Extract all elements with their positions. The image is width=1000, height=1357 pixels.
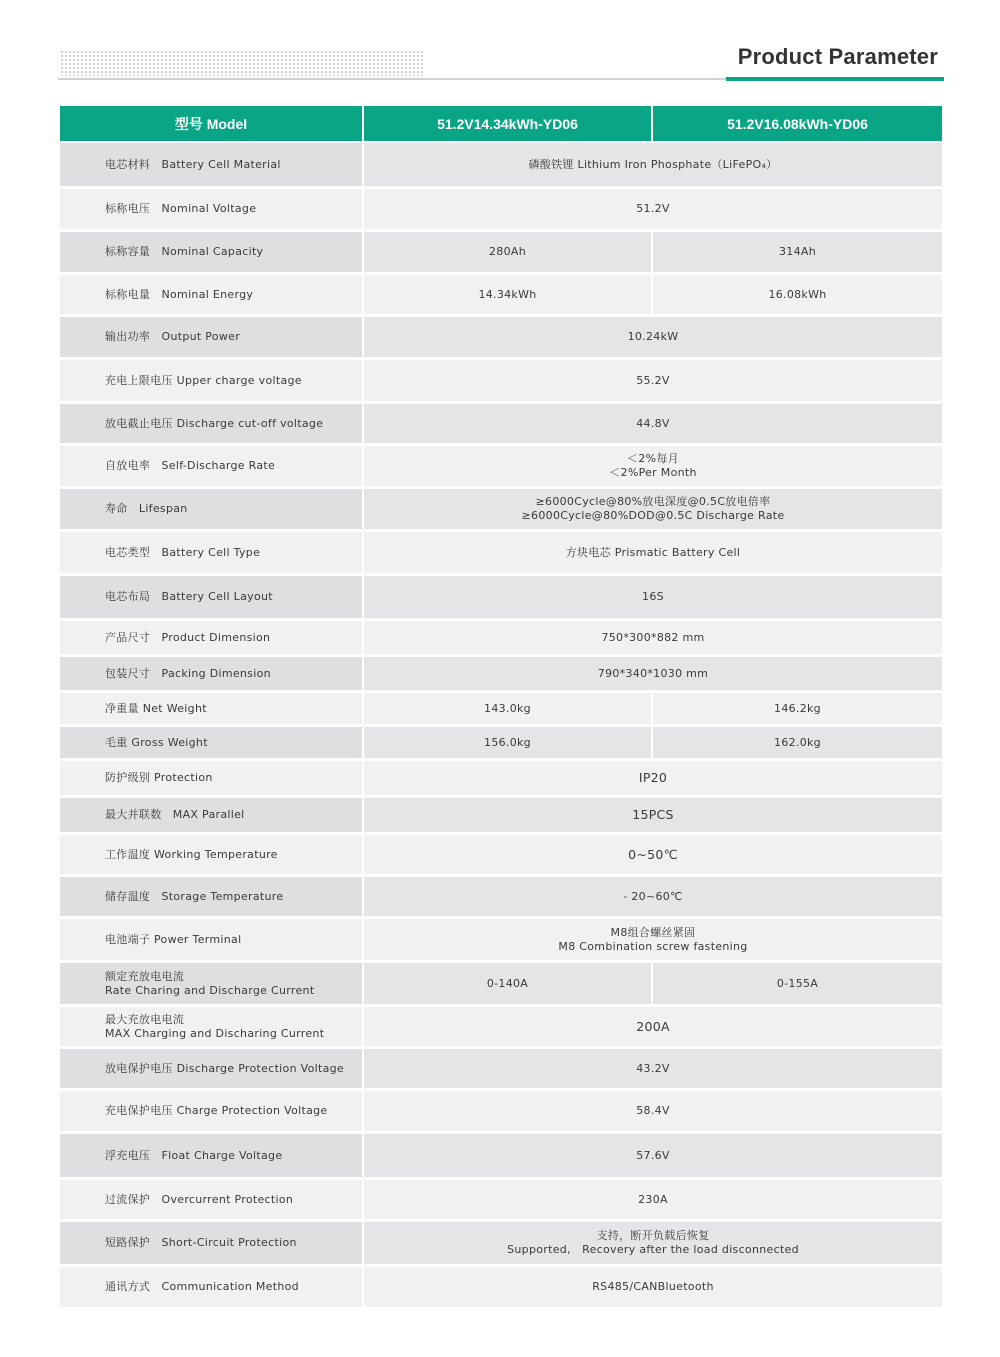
parameter-value-shared [362,798,942,835]
dotted-pattern-decoration [60,50,425,76]
value-text: 750*300*882 mm [601,630,705,644]
parameter-value-shared [362,576,942,621]
value-text-en: ≥6000Cycle@80%DOD@0.5C Discharge Rate [521,509,785,522]
parameter-label [60,1180,362,1222]
parameter-label-text: 防护级别 Protection [105,771,213,785]
parameter-value-variant-1: 0-140A [362,963,651,1007]
table-row [60,446,942,489]
parameter-label-text: 标称容量 Nominal Capacity [105,245,264,259]
table-row [60,727,942,761]
value-text: ≥6000Cycle@80%放电深度@0.5C放电倍率 [535,495,771,509]
table-row [60,693,942,727]
page-title: Product Parameter [737,44,938,69]
parameter-value-shared [362,446,942,489]
parameter-label-text: 电芯类型 Battery Cell Type [105,545,261,559]
table-row [60,1049,942,1091]
parameter-label [60,1049,362,1091]
parameter-label [60,1091,362,1134]
table-header-row [60,106,942,143]
table-row [60,532,942,576]
table-row [60,877,942,919]
parameter-label-text: 净重量 Net Weight [105,701,207,715]
value-text: 15PCS [632,807,674,823]
parameter-label-text: 通讯方式 Communication Method [105,1280,299,1294]
value-text-en: M8 Combination screw fastening [558,939,748,953]
parameter-label-text: 放电保护电压 Discharge Protection Voltage [105,1061,344,1075]
value-text: 55.2V [636,373,670,387]
parameter-value-shared [362,1134,942,1180]
parameter-label-text: 电芯布局 Battery Cell Layout [105,590,273,604]
parameter-label [60,576,362,621]
parameter-label-text: 最大并联数 MAX Parallel [105,808,245,822]
parameter-label-text: 储存温度 Storage Temperature [105,889,284,903]
parameter-label-text: 放电截止电压 Discharge cut-off voltage [105,416,324,430]
parameter-label-text: 产品尺寸 Product Dimension [105,630,271,644]
parameter-value-shared [362,761,942,798]
parameter-table [60,106,942,1310]
parameter-label [60,360,362,404]
value-text: 10.24kW [627,330,679,344]
table-row [60,360,942,404]
parameter-label-text: 充电保护电压 Charge Protection Voltage [105,1104,328,1118]
parameter-value-shared [362,317,942,360]
value-text: 支持，断开负载后恢复 [596,1229,710,1243]
parameter-value-shared [362,404,942,446]
parameter-label-text: 电芯材料 Battery Cell Material [105,157,281,171]
table-row [60,919,942,963]
parameter-label [60,489,362,532]
parameter-label [60,189,362,232]
parameter-value-shared [362,1049,942,1091]
parameter-value-variant-2: 0-155A [651,963,942,1007]
value-text: RS485/CANBluetooth [592,1280,714,1294]
value-text: IP20 [638,770,668,786]
parameter-label-text: 自放电率 Self-Discharge Rate [105,459,276,473]
parameter-value-shared [362,1091,942,1134]
header-accent-bar [726,77,944,81]
parameter-label [60,877,362,919]
parameter-label-text: 过流保护 Overcurrent Protection [105,1192,294,1206]
parameter-label [60,919,362,963]
parameter-label-text: 浮充电压 Float Charge Voltage [105,1148,283,1162]
parameter-label [60,1222,362,1267]
parameter-label-text: 充电上限电压 Upper charge voltage [105,373,302,387]
table-row [60,761,942,798]
parameter-value-shared [362,1267,942,1310]
parameter-label [60,963,362,1007]
table-row [60,1007,942,1049]
parameter-value-variant-1: 156.0kg [362,727,651,761]
parameter-value-shared [362,621,942,657]
parameter-label [60,532,362,576]
table-row [60,232,942,275]
parameter-value-variant-1: 280Ah [362,232,651,275]
parameter-label [60,275,362,317]
parameter-value-shared [362,532,942,576]
parameter-label [60,1267,362,1310]
value-text: M8组合螺丝紧固 [610,925,696,939]
parameter-value-shared [362,919,942,963]
parameter-label-text: 电池端子 Power Terminal [105,932,242,946]
table-row [60,1180,942,1222]
parameter-value-shared [362,189,942,232]
column-header-variant-1: 51.2V14.34kWh-YD06 [362,106,651,143]
value-text: 58.4V [636,1104,670,1118]
parameter-value-shared [362,489,942,532]
parameter-value-shared [362,143,942,189]
parameter-value-shared [362,1007,942,1049]
parameter-label [60,727,362,761]
parameter-value-variant-2: 146.2kg [651,693,942,727]
value-text: 0~50℃ [628,846,678,862]
value-text: 43.2V [636,1061,670,1075]
table-row [60,143,942,189]
parameter-value-variant-2: 162.0kg [651,727,942,761]
table-row [60,963,942,1007]
parameter-label [60,1134,362,1180]
value-text: 57.6V [636,1148,670,1162]
parameter-label [60,446,362,489]
value-text: 方块电芯 Prismatic Battery Cell [565,545,741,559]
parameter-label [60,143,362,189]
parameter-label [60,693,362,727]
parameter-value-shared [362,1180,942,1222]
parameter-value-shared [362,1222,942,1267]
parameter-label [60,317,362,360]
table-row [60,1267,942,1310]
table-row [60,189,942,232]
parameter-label [60,835,362,877]
parameter-label [60,657,362,693]
parameter-label-text-en: MAX Charging and Discharing Current [105,1026,325,1040]
value-text: 16S [642,590,664,604]
parameter-label [60,232,362,275]
parameter-label-text: 输出功率 Output Power [105,330,241,344]
value-text: 51.2V [636,202,670,216]
table-row [60,1222,942,1267]
parameter-label [60,404,362,446]
value-text: 磷酸铁锂 Lithium Iron Phosphate（LiFePO₄） [528,157,778,171]
parameter-label-text: 寿命 Lifespan [105,502,188,516]
parameter-value-shared [362,877,942,919]
parameter-value-variant-2: 16.08kWh [651,275,942,317]
parameter-value-shared [362,657,942,693]
parameter-label-text: 标称电压 Nominal Voltage [105,202,257,216]
table-row [60,275,942,317]
value-text: 44.8V [636,416,670,430]
table-row [60,835,942,877]
parameter-label-text: 包装尺寸 Packing Dimension [105,666,271,680]
value-text: - 20~60℃ [623,889,683,903]
parameter-label-text: 毛重 Gross Weight [105,735,208,749]
parameter-label [60,798,362,835]
table-row [60,317,942,360]
parameter-value-variant-1: 14.34kWh [362,275,651,317]
parameter-label-text: 最大充放电电流 [105,1012,185,1026]
table-row [60,1134,942,1180]
parameter-label [60,1007,362,1049]
value-text: 200A [636,1018,670,1034]
table-row [60,404,942,446]
parameter-label-text: 工作温度 Working Temperature [105,847,278,861]
value-text: ＜2%每月 [627,452,679,466]
parameter-value-variant-1: 143.0kg [362,693,651,727]
parameter-value-shared [362,835,942,877]
column-header-variant-2: 51.2V16.08kWh-YD06 [651,106,942,143]
value-text: 230A [638,1192,668,1206]
value-text-en: Supported, Recovery after the load disconnected [507,1243,799,1256]
table-row [60,657,942,693]
table-row [60,798,942,835]
table-row [60,576,942,621]
value-text-en: ＜2%Per Month [609,466,697,479]
parameter-value-shared [362,360,942,404]
parameter-label-text: 标称电量 Nominal Energy [105,287,254,301]
parameter-label-text: 额定充放电电流 [105,969,185,983]
table-row [60,621,942,657]
parameter-label [60,761,362,798]
parameter-label [60,621,362,657]
parameter-value-variant-2: 314Ah [651,232,942,275]
parameter-label-text-en: Rate Charing and Discharge Current [105,983,315,997]
parameter-label-text: 短路保护 Short-Circuit Protection [105,1236,297,1250]
table-row [60,489,942,532]
table-row [60,1091,942,1134]
value-text: 790*340*1030 mm [597,666,709,680]
column-header-model: 型号 Model [60,106,362,143]
